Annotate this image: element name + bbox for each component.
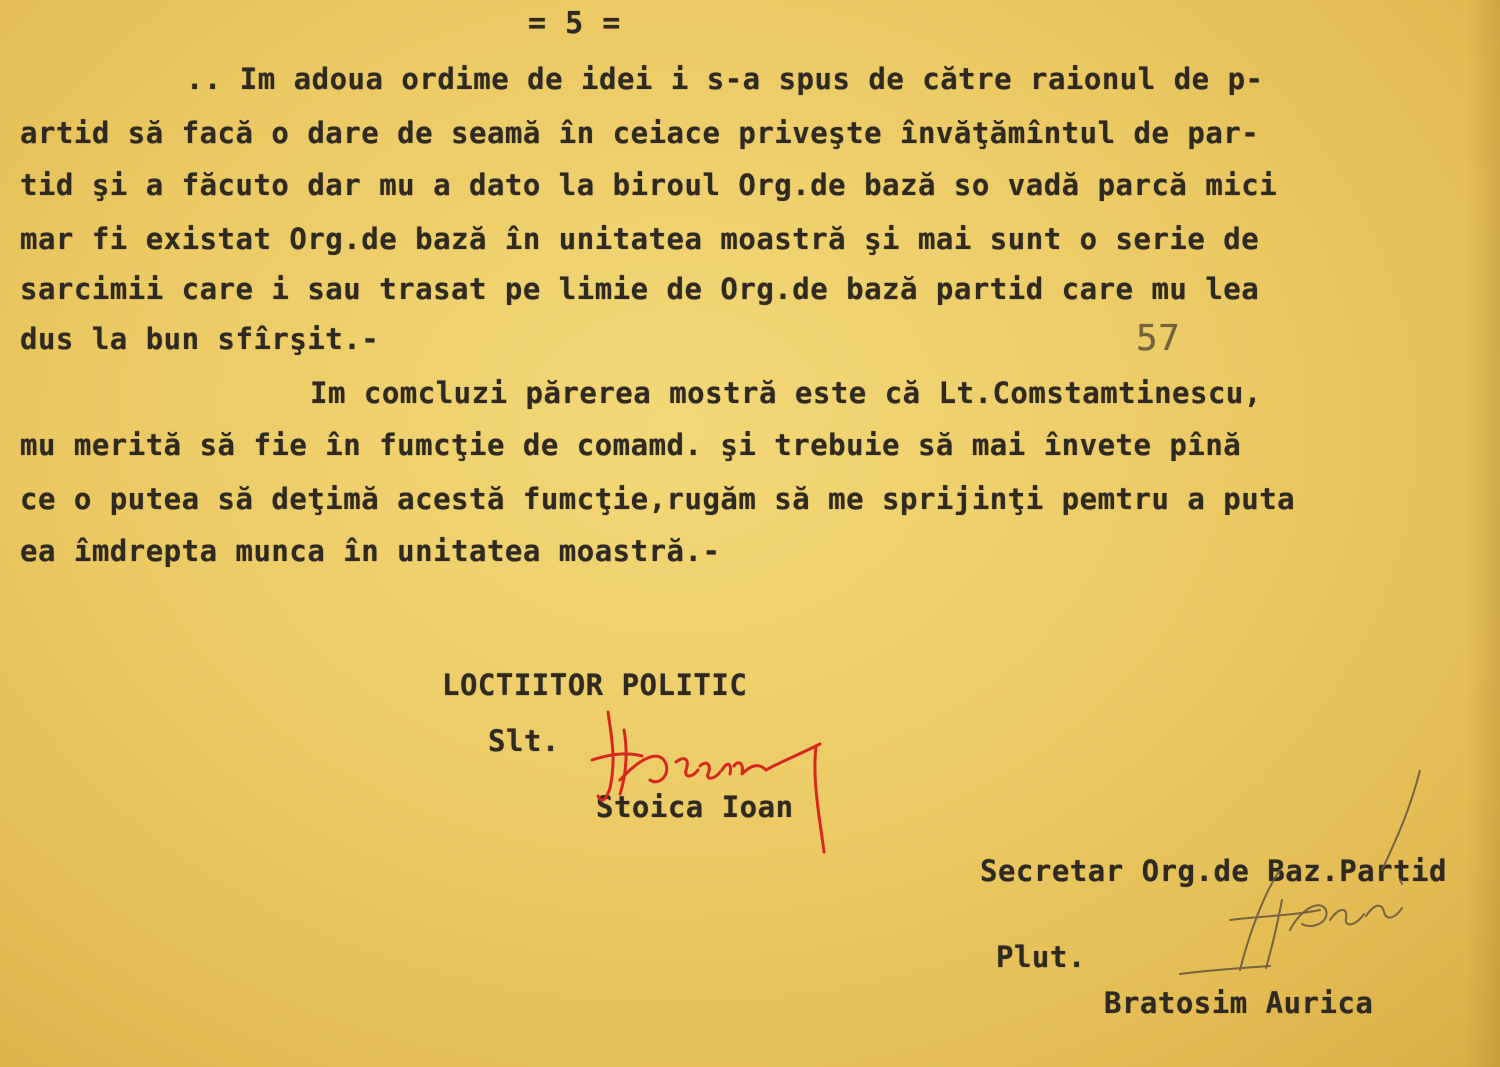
signatory-rank: Plut. [996,940,1086,974]
paragraph-2-line: ea îmdrepta munca în unitatea moastră.- [20,534,721,568]
paragraph-2-line: Im comcluzi părerea mostră este că Lt.Comstamtinescu, [310,376,1262,410]
signatory-name: Stoica Ioan [596,790,794,824]
red-signature [580,700,840,860]
paragraph-1-line: dus la bun sfîrşit.- [20,322,380,356]
paragraph-1-line: tid şi a făcuto dar mu a dato la biroul Org.de bază so vadă parcă mici [20,168,1278,202]
paragraph-1-line: mar fi existat Org.de bază în unitatea moastră şi mai sunt o serie de [20,222,1260,256]
pencil-signature [1170,770,1430,990]
signatory-title: LOCTIITOR POLITIC [442,668,748,702]
paragraph-2-line: ce o putea să deţimă acestă fumcţie,rugăm să me sprijinţi pemtru a puta [20,482,1296,516]
paragraph-1-line: sarcimii care i sau trasat pe limie de Org.de bază partid care mu lea [20,272,1260,306]
signatory-title: Secretar Org.de Baz.Partid [980,854,1447,888]
page-edge-shadow [1466,0,1500,1067]
page-number: = 5 = [528,6,621,41]
paragraph-1-line: artid să facă o dare de seamă în ceiace priveşte învăţămîntul de par- [20,116,1260,150]
paragraph-1-line: .. Im adoua ordime de idei i s-a spus de către raionul de p- [150,62,1264,96]
margin-number: 57 [1136,318,1181,359]
paragraph-2-line: mu merită să fie în fumcţie de comamd. şi trebuie să mai învete pînă [20,428,1242,462]
signatory-rank: Slt. [488,724,560,758]
signatory-name: Bratosim Aurica [1104,986,1374,1020]
